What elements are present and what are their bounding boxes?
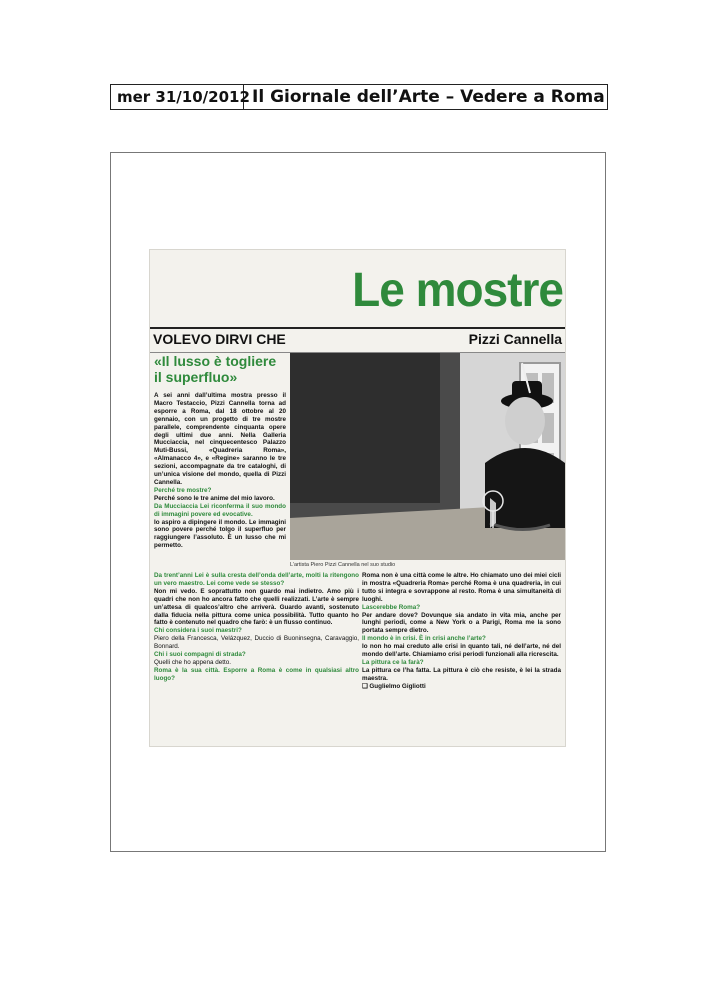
article-signature: ❑ Guglielmo Gigliotti xyxy=(362,682,426,690)
answer: Perché sono le tre anime del mio lavoro. xyxy=(154,494,275,502)
artist-photo-image xyxy=(290,353,565,560)
article-column-bottom-left xyxy=(154,572,359,683)
question: Chi i suoi compagni di strada? xyxy=(154,651,246,659)
header-row xyxy=(110,84,608,110)
source-cell: Il Giornale dell’Arte – Vedere a Roma xyxy=(252,87,605,107)
question: Da Mucciaccia Lei riconferma il suo mondo di immagini povere ed evocative. xyxy=(154,502,286,518)
answer: Per andare dove? Dovunque sia andato in vita mia, anche per lunghi periodi, come a New York o a Parigi, Roma me la sono portata sempre dietro. xyxy=(362,611,561,635)
artist-photo xyxy=(290,353,565,560)
question: Roma è la sua città. Esporre a Roma è come in qualsiasi altro luogo? xyxy=(154,666,359,682)
question: Il mondo è in crisi. È in crisi anche l’arte? xyxy=(362,635,486,643)
answer: Roma non è una città come le altre. Ho chiamato uno dei miei cicli in mostra «Quadreria Roma» perché Roma è una quadreria, in cui tutto si integra e sovrappone al resto. Roma è una simultaneità di luoghi. xyxy=(362,572,561,603)
question: Lascerebbe Roma? xyxy=(362,603,421,611)
question: Chi considera i suoi maestri? xyxy=(154,627,242,635)
question: Perché tre mostre? xyxy=(154,486,212,494)
date-cell: mer 31/10/2012 xyxy=(111,85,244,109)
section-title: Le mostre xyxy=(352,261,563,317)
photo-caption: L’artista Piero Pizzi Cannella nel suo studio xyxy=(290,562,396,568)
newspaper-clipping xyxy=(149,249,566,747)
question: Da trent’anni Lei è sulla cresta dell’onda dell’arte, molti la ritengono un vero maestro. Lei come vede se stesso? xyxy=(154,572,359,587)
answer: Piero della Francesca, Velázquez, Duccio di Buoninsegna, Caravaggio, Bonnard. xyxy=(154,635,359,651)
article-intro: A sei anni dall’ultima mostra presso il Macro Testaccio, Pizzi Cannella torna ad esporre a Roma, dal 18 ottobre al 20 gennaio, con un progetto di tre mostre parallele, comprendente cinquanta opere degli ultimi due anni. Nella Galleria Mucciaccia, nel cinquecentesco Palazzo Muti-Bussi, «Quadreria Roma», «Almanacco 4», e «Regine» saranno le tre sezioni, accompagnate da tre cataloghi, di un’unica visione del mondo, quella di Pizzi Cannella. xyxy=(154,392,286,486)
article-headline: «Il lusso è togliere il superfluo» xyxy=(154,353,277,385)
author-name: Pizzi Cannella xyxy=(468,331,562,347)
answer: La pittura ce l’ha fatta. La pittura è ciò che resiste, è lei la strada maestra. xyxy=(362,666,561,682)
answer: Quelli che ho appena detto. xyxy=(154,658,232,666)
article-column-left xyxy=(154,392,286,550)
answer: Io aspiro a dipingere il mondo. Le immagini sono povere perché tolgo il superfluo per raggiungere l’assoluto. È un lusso che mi permetto. xyxy=(154,518,286,550)
kicker: VOLEVO DIRVI CHE xyxy=(153,331,286,347)
article-topbar xyxy=(150,327,565,353)
answer: Non mi vedo. E soprattutto non guardo mai indietro. Amo più i quadri che non ho ancora fatto che quelli realizzati. L’arte è sempre un’attesa di qualcos’altro che arriverà. Guardo avanti, sostenuto dalla fiducia nella pittura come unica possibilità. Tutto quanto ho fatto è contenuto nel quadro che farò: è un flusso continuo. xyxy=(154,587,359,627)
article-column-bottom-right xyxy=(362,572,561,691)
question: La pittura ce la farà? xyxy=(362,658,424,666)
answer: Io non ho mai creduto alle crisi in quanto tali, né dell’arte, né del mondo dell’arte. Chiamiamo crisi periodi funzionali alla ricrescita. xyxy=(362,643,561,659)
